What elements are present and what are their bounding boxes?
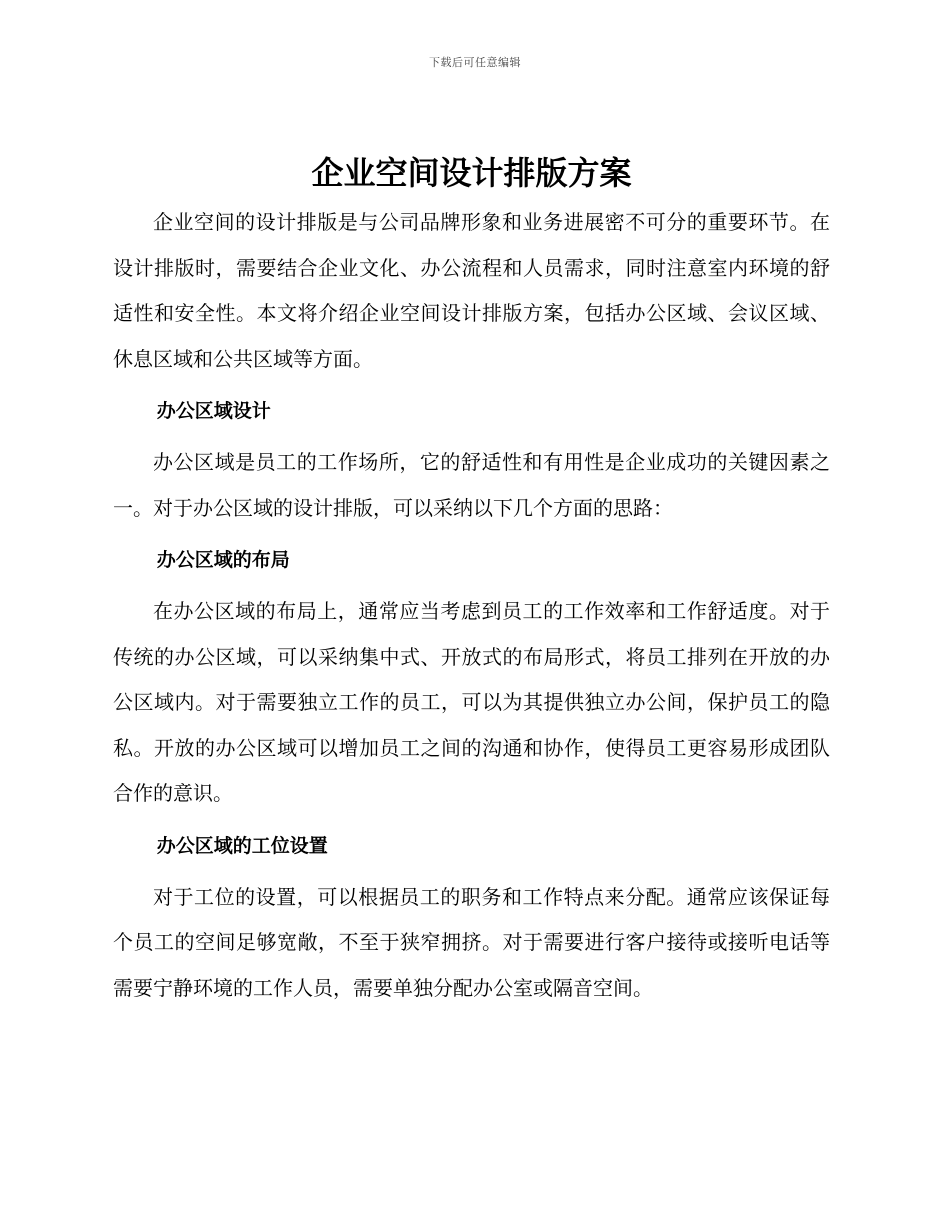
section-heading-office-layout: 办公区域的布局: [156, 549, 290, 571]
intro-paragraph: 企业空间的设计排版是与公司品牌形象和业务进展密不可分的重要环节。在设计排版时，需要结合企业文化、办公流程和人员需求，同时注意室内环境的舒适性和安全性。本文将介绍企业空间设计排版方案，包括办公区域、会议区域、休息区域和公共区域等方面。: [113, 210, 830, 371]
section-heading-workstation-setup: 办公区域的工位设置: [156, 834, 328, 857]
document-title: 企业空间设计排版方案: [311, 154, 632, 192]
document-body: [113, 148, 830, 1011]
header-note: 下载后可任意编辑: [429, 56, 521, 69]
section-heading-office-design: 办公区域设计: [156, 400, 271, 422]
section-body-office-design: 办公区域是员工的工作场所，它的舒适性和有用性是企业成功的关键因素之一。对于办公区域的设计排版，可以采纳以下几个方面的思路：: [113, 450, 830, 520]
section-body-workstation-setup: 对于工位的设置，可以根据员工的职务和工作特点来分配。通常应该保证每个员工的空间足够宽敞，不至于狭窄拥挤。对于需要进行客户接待或接听电话等需要宁静环境的工作人员，需要单独分配办公室或隔音空间。: [113, 884, 830, 1000]
section-body-office-layout: 在办公区域的布局上，通常应当考虑到员工的工作效率和工作舒适度。对于传统的办公区域，可以采纳集中式、开放式的布局形式，将员工排列在开放的办公区域内。对于需要独立工作的员工，可以为其提供独立办公间，保护员工的隐私。开放的办公区域可以增加员工之间的沟通和协作，使得员工更容易形成团队合作的意识。: [113, 599, 830, 805]
